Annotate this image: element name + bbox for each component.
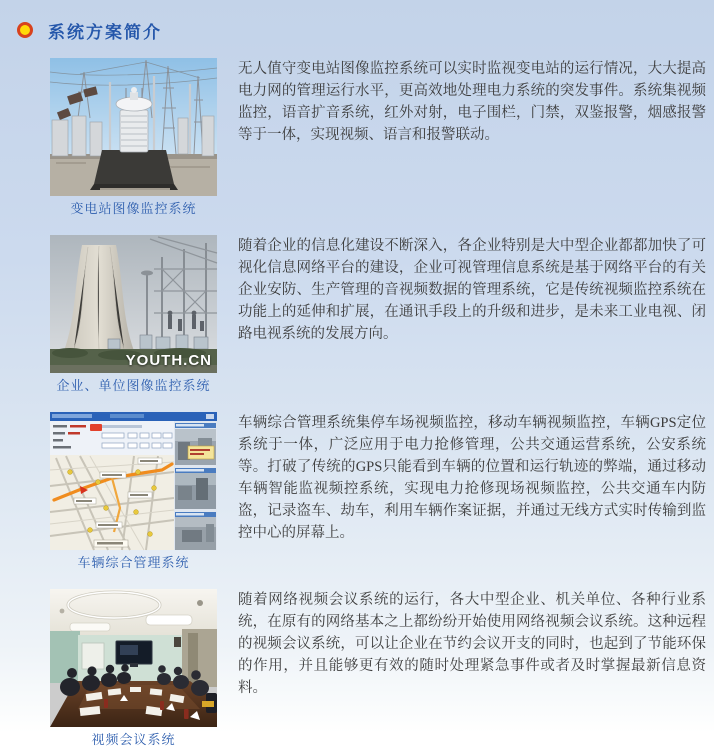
- caption-enterprise: 企业、单位图像监控系统: [56, 378, 211, 393]
- section-bullet-icon: [17, 22, 33, 38]
- caption-substation: 变电站图像监控系统: [70, 201, 197, 216]
- video-conference-room-photo: [50, 589, 217, 727]
- paragraph-vehicle: 车辆综合管理系统集停车场视频监控，移动车辆视频监控，车辆GPS定位系统于一体，广泛应用于电力抢修管理，公共交通运营系统，公安系统等。打破了传统的GPS只能看到车辆的位置和运行轨迹的弊端，通过移动车辆智能监视频控系统，实现电力抢修现场视频监控，公共交通车内防盗，记录盗车、劫车，利用车辆作案证据，并通过无线方式实时传输到监控中心的屏幕上。: [238, 415, 706, 541]
- vehicle-gps-map-screenshot: [50, 412, 217, 550]
- paragraph-conference: 随着网络视频会议系统的运行，各大中型企业、机关单位、各种行业系统，在原有的网络基本之上都纷纷开始使用网络视频会议系统。这种远程的视频会议系统，可以让企业在节约会议开支的同时，也起到了节能环保的作用，并且能够更有效的随时处理紧急事件或者及时掌握最新信息资料。: [238, 592, 706, 696]
- section-substation-monitoring: [0, 58, 714, 217]
- paragraph-substation: 无人值守变电站图像监控系统可以实时监视变电站的运行情况，大大提高电力网的管理运行水平，更高效地处理电力系统的突发事件。系统集视频监控，语音扩音系统，红外对射，电子围栏，门禁，双鉴报警，烟感报警等于一体，实现视频、语言和报警联动。: [238, 61, 706, 143]
- section-enterprise-monitoring: [0, 235, 714, 394]
- section-video-conference: [0, 589, 714, 748]
- youthcn-watermark: YOUTH.CN: [125, 352, 212, 369]
- page-header: [0, 0, 714, 40]
- figure-conference: [50, 589, 217, 748]
- page-title: 系统方案简介: [48, 22, 162, 42]
- figure-enterprise: [50, 235, 217, 394]
- section-vehicle-management: [0, 412, 714, 571]
- paragraph-enterprise: 随着企业的信息化建设不断深入，各企业特别是大中型企业都都加快了可视化信息网络平台的建设，企业可视管理信息系统是基于网络平台的有关企业安防、生产管理的音视频数据的管理系统，它是传统视频监控系统在功能上的延伸和扩展，在通讯手段上的升级和进步，是未来工业电视、闭路电视系统的发展方向。: [238, 238, 706, 342]
- enterprise-plant-photo: [50, 235, 217, 373]
- caption-vehicle: 车辆综合管理系统: [77, 555, 190, 570]
- substation-photo: [50, 58, 217, 196]
- figure-substation: [50, 58, 217, 217]
- figure-vehicle: [50, 412, 217, 571]
- caption-conference: 视频会议系统: [91, 732, 176, 747]
